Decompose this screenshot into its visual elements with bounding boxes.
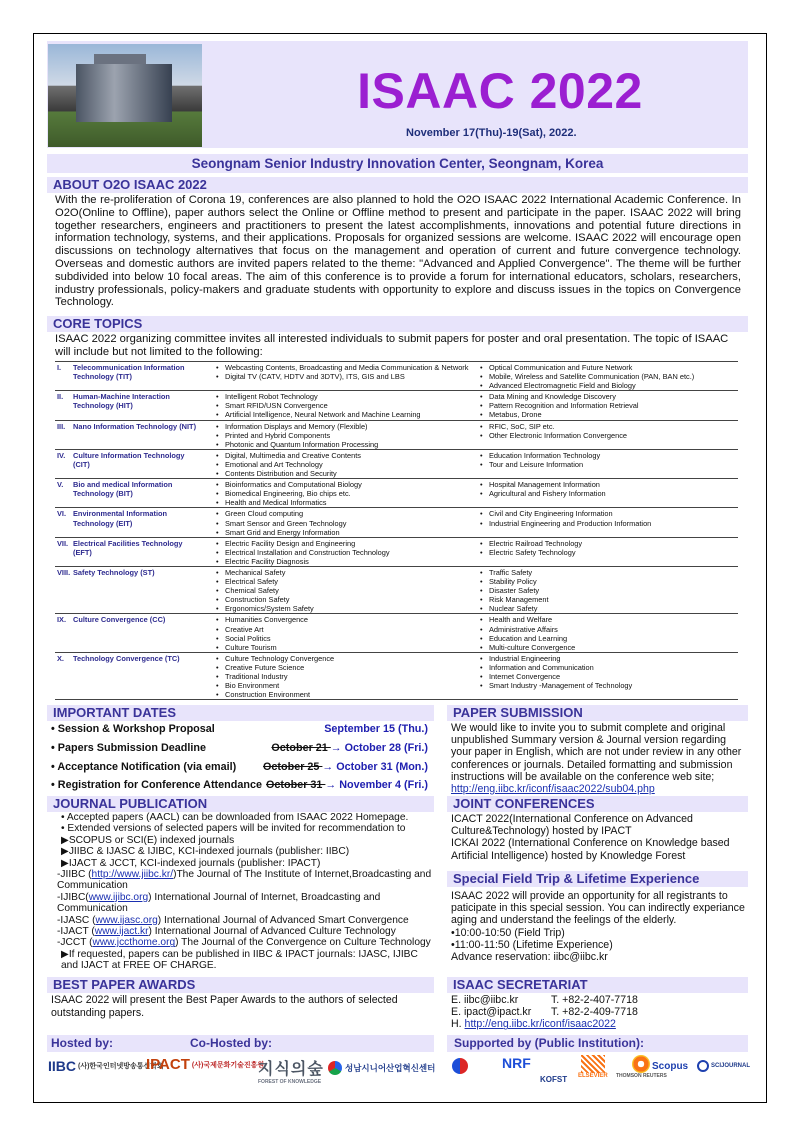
- elsevier-logo: ELSEVIER: [578, 1055, 608, 1079]
- topic-subtopics: [475, 449, 738, 478]
- hosted-by-label: Hosted by:: [51, 1036, 114, 1050]
- subtopic-item: • Traditional Industry: [213, 672, 473, 681]
- conference-title: ISAAC 2022: [357, 63, 643, 119]
- forest-of-knowledge-logo: 지식의숲 FOREST OF KNOWLEDGE: [258, 1061, 324, 1085]
- subtopic-item: • Information and Communication: [477, 663, 736, 672]
- journal-ijibc: -IJIBC(www.ijibc.org) International Journal of Internet, Broadcasting and Communication: [57, 891, 381, 915]
- date-value: [271, 742, 428, 754]
- topic-subtopics: [211, 566, 475, 613]
- subtopic-item: • Health and Welfare: [477, 615, 736, 624]
- scijournal-logo: SCIJOURNAL: [697, 1060, 750, 1072]
- ministry-logo: [452, 1058, 468, 1074]
- old-date: October 21: [271, 742, 331, 754]
- paper-submission-text: We would like to invite you to submit complete and original unpublished Summary version & Journal version regarding your paper in English, which are not under review in any other conferences or journals. Detailed formatting and submission instructions will be available on the conference web site; http://eng.iibc.kr/iconf/isaac2022/sub04.php: [451, 722, 742, 796]
- topic-name: Bio and medical Information Technology (BIT): [73, 480, 173, 499]
- new-date: November 4 (Fri.): [339, 779, 428, 791]
- topic-category: [55, 614, 211, 652]
- seongnam-emblem-icon: [328, 1061, 342, 1075]
- topic-category: [55, 449, 211, 478]
- topic-subtopics: [211, 479, 475, 508]
- thomson-reuters-logo: THOMSON REUTERS: [616, 1055, 667, 1079]
- conference-venue: Seongnam Senior Industry Innovation Center, Seongnam, Korea: [47, 154, 748, 173]
- topic-subtopics: [211, 391, 475, 420]
- subtopic-item: • Ergonomics/System Safety: [213, 604, 473, 613]
- jcct-link[interactable]: www.jccthome.org: [92, 937, 176, 949]
- journal-line: • Accepted papers (AACL) can be downloaded from ISAAC 2022 Homepage.: [61, 812, 409, 823]
- secretariat-email-iibc[interactable]: E. iibc@iibc.kr: [451, 994, 519, 1006]
- subtopic-item: • Electric Railroad Technology: [477, 539, 736, 548]
- subtopic-item: • Social Politics: [213, 634, 473, 643]
- scopus-logo: Scopus: [652, 1061, 689, 1072]
- subtopic-item: • Photonic and Quantum Information Processing: [213, 440, 473, 449]
- submission-link[interactable]: http://eng.iibc.kr/iconf/isaac2022/sub04.php: [451, 783, 655, 796]
- journal-line: ▶SCOPUS or SCI(E) indexed journals: [61, 834, 235, 846]
- paper-submission-heading: PAPER SUBMISSION: [447, 705, 748, 721]
- subtopic-item: • Digital TV (CATV, HDTV and 3DTV), ITS, GIS and LBS: [213, 372, 473, 381]
- date-value: [263, 761, 428, 773]
- topic-row: [55, 362, 738, 391]
- subtopic-item: • Humanities Convergence: [213, 615, 473, 624]
- journal-line: ▶IJACT & JCCT, KCI-indexed journals (publisher: IPACT): [61, 857, 321, 869]
- subtopic-item: • Civil and City Engineering Information: [477, 509, 736, 518]
- topic-name: Safety Technology (ST): [73, 567, 155, 577]
- topic-row: [55, 537, 738, 566]
- topic-subtopics: [475, 566, 738, 613]
- subtopic-item: • Internet Convergence: [477, 672, 736, 681]
- subtopic-item: • Administrative Affairs: [477, 625, 736, 634]
- topic-number: X.: [57, 653, 64, 663]
- subtopic-item: • Culture Tourism: [213, 643, 473, 652]
- core-topics-intro: ISAAC 2022 organizing committee invites all interested individuals to submit papers for poster and oral presentation. The topic of ISAAC will include but not limited to the following:: [55, 333, 729, 358]
- subtopic-item: • Webcasting Contents, Broadcasting and Media Communication & Network: [213, 363, 473, 372]
- topic-number: VII.: [57, 538, 69, 548]
- topic-subtopics: [211, 449, 475, 478]
- topic-number: III.: [57, 421, 66, 431]
- topic-row: [55, 566, 738, 613]
- subtopic-item: • Mobile, Wireless and Satellite Communication (PAN, BAN etc.): [477, 372, 736, 381]
- journal-line: ▶If requested, papers can be published in IIBC & IPACT journals: IJASC, IJIBC and IJACT at FREE OF CHARGE.: [61, 948, 418, 972]
- field-trip-heading: Special Field Trip & Lifetime Experience: [447, 871, 748, 887]
- old-date: October 31: [266, 779, 326, 791]
- secretariat-phone-iibc: T. +82-2-407-7718: [551, 994, 638, 1006]
- topic-row: [55, 652, 738, 699]
- subtopic-item: • Digital, Multimedia and Creative Contents: [213, 451, 473, 460]
- journal-jcct: -JCCT (www.jccthome.org) The Journal of the Convergence on Culture Technology: [57, 937, 431, 949]
- topic-subtopics: [475, 420, 738, 449]
- subtopic-item: • Bio Environment: [213, 681, 473, 690]
- topic-subtopics: [211, 420, 475, 449]
- topic-category: [55, 537, 211, 566]
- topic-subtopics: [211, 614, 475, 652]
- topic-number: II.: [57, 392, 64, 402]
- subtopic-item: • Industrial Engineering: [477, 654, 736, 663]
- subtopic-item: • Culture Technology Convergence: [213, 654, 473, 663]
- topic-subtopics: [211, 362, 475, 391]
- joint-conferences-text: ICACT 2022(International Conference on Advanced Culture&Technology) hosted by IPACT ICKAI 2022 (International Conference on Knowledge based Artificial Intelligence) hosted by Knowledge Forest: [451, 813, 730, 862]
- subtopic-item: • Metabus, Drone: [477, 410, 736, 419]
- subtopic-item: • Creative Future Science: [213, 663, 473, 672]
- topic-row: [55, 479, 738, 508]
- topic-category: [55, 652, 211, 699]
- subtopic-item: • Data Mining and Knowledge Discovery: [477, 392, 736, 401]
- subtopic-item: • Electrical Safety: [213, 577, 473, 586]
- secretariat-contacts: E. iibc@iibc.kr T. +82-2-407-7718 E. ipact@ipact.kr T. +82-2-409-7718 H. http://eng.iibc.kr/iconf/isaac2022: [451, 994, 638, 1031]
- date-label: • Registration for Conference Attendance: [51, 779, 262, 791]
- topic-name: Telecommunication Information Technology (TIT): [73, 363, 185, 382]
- elsevier-tree-icon: [581, 1055, 605, 1073]
- supported-by-label: Supported by (Public Institution):: [454, 1036, 644, 1050]
- subtopic-item: • Risk Management: [477, 595, 736, 604]
- subtopic-item: • Disaster Safety: [477, 586, 736, 595]
- topic-row: [55, 508, 738, 537]
- topic-category: [55, 362, 211, 391]
- subtopic-item: • Other Electronic Information Convergence: [477, 431, 736, 440]
- subtopic-item: • Bioinformatics and Computational Biology: [213, 480, 473, 489]
- topic-number: I.: [57, 363, 62, 372]
- topic-subtopics: [211, 508, 475, 537]
- journal-ijasc: -IJASC (www.ijasc.org) International Journal of Advanced Smart Convergence: [57, 914, 409, 926]
- kofst-logo: KOFST: [540, 1075, 568, 1084]
- subtopic-item: • Electrical Installation and Construction Technology: [213, 548, 473, 557]
- topic-row: [55, 449, 738, 478]
- conference-dates: November 17(Thu)-19(Sat), 2022.: [406, 127, 577, 139]
- secretariat-homepage-link[interactable]: http://eng.iibc.kr/iconf/isaac2022: [464, 1018, 616, 1031]
- subtopic-item: • Multi-culture Convergence: [477, 643, 736, 652]
- thomson-reuters-icon: [632, 1055, 650, 1073]
- topic-category: [55, 479, 211, 508]
- seongnam-senior-center-logo: 성남시니어산업혁신센터: [328, 1061, 435, 1075]
- topic-subtopics: [475, 508, 738, 537]
- topic-category: [55, 420, 211, 449]
- arrow-icon: →: [325, 779, 337, 791]
- topic-subtopics: [211, 652, 475, 699]
- ipact-logo: IPACT (사)국제문화기술진흥원: [146, 1056, 265, 1073]
- topic-row: [55, 420, 738, 449]
- subtopic-item: • Emotional and Art Technology: [213, 460, 473, 469]
- subtopic-item: • Pattern Recognition and Information Retrieval: [477, 401, 736, 410]
- new-date: September 15 (Thu.): [324, 723, 428, 735]
- subtopic-item: • Smart Sensor and Green Technology: [213, 519, 473, 528]
- secretariat-email-ipact[interactable]: E. ipact@ipact.kr: [451, 1006, 532, 1019]
- iibc-logo: IIBC (사)한국인터넷방송통신학회: [48, 1058, 164, 1074]
- date-value: [324, 723, 428, 735]
- subtopic-item: • RFIC, SoC, SIP etc.: [477, 422, 736, 431]
- date-label: • Session & Workshop Proposal: [51, 723, 215, 735]
- subtopic-item: • Contents Distribution and Security: [213, 469, 473, 478]
- venue-photo: [48, 44, 202, 147]
- subtopic-item: • Mechanical Safety: [213, 568, 473, 577]
- subtopic-item: • Electric Safety Technology: [477, 548, 736, 557]
- subtopic-item: • Electric Facility Design and Engineering: [213, 539, 473, 548]
- core-topics-heading: CORE TOPICS: [47, 316, 748, 332]
- topic-subtopics: [211, 537, 475, 566]
- topic-subtopics: [475, 614, 738, 652]
- topic-name: Culture Convergence (CC): [73, 615, 166, 625]
- topic-subtopics: [475, 479, 738, 508]
- topic-name: Nano Information Technology (NIT): [73, 421, 197, 431]
- nrf-logo: NRF: [502, 1055, 531, 1071]
- ijact-link[interactable]: www.ijact.kr: [94, 926, 149, 938]
- journal-text: [57, 812, 437, 972]
- arrow-icon: →: [330, 742, 342, 754]
- subtopic-item: • Nuclear Safety: [477, 604, 736, 613]
- subtopic-item: • Stability Policy: [477, 577, 736, 586]
- subtopic-item: • Tour and Leisure Information: [477, 460, 736, 469]
- topic-subtopics: [475, 391, 738, 420]
- topic-category: [55, 566, 211, 613]
- about-text: With the re-proliferation of Corona 19, conferences are also planned to hold the O2O ISAAC 2022 International Academic Conference. In O2O(Online to Offline), paper authors select the Online or Offline method to present and participate in the paper. ISAAC 2022 will bring together researchers, engineers and practitioners to present the latest accomplishments, innovations and potential future directions in information technology, systems, and their applications. Proposals for organized sessions are welcome. ISAAC 2022 will encourage open discussions on technology alternatives that focus on the management and operation of current and future convergence technology. Overseas and domestic authors are invited papers related to the theme: "Advanced and Applied Convergence". The theme will be further subdivided into below 10 focal areas. The aim of this conference is to provide a forum for international educators, scholars, researchers, industry professionals, policy-makers and graduate students with opportunity to explore and discuss issues in the topics on Convergence Technology.: [55, 194, 741, 309]
- topic-subtopics: [475, 652, 738, 699]
- secretariat-heading: ISAAC SECRETARIAT: [447, 977, 748, 993]
- new-date: October 28 (Fri.): [344, 742, 428, 754]
- best-paper-heading: BEST PAPER AWARDS: [47, 977, 434, 993]
- topic-name: Electrical Facilities Technology (EFT): [73, 538, 183, 557]
- subtopic-item: • Smart RFID/USN Convergence: [213, 401, 473, 410]
- subtopic-item: • Electric Facility Diagnosis: [213, 557, 473, 566]
- subtopic-item: • Agricultural and Fishery Information: [477, 489, 736, 498]
- new-date: October 31 (Mon.): [336, 761, 428, 773]
- topic-category: [55, 391, 211, 420]
- subtopic-item: • Information Displays and Memory (Flexible): [213, 422, 473, 431]
- topic-subtopics: [475, 362, 738, 391]
- subtopic-item: • Creative Art: [213, 625, 473, 634]
- subtopic-item: • Advanced Electromagnetic Field and Biology: [477, 381, 736, 390]
- subtopic-item: • Chemical Safety: [213, 586, 473, 595]
- topic-number: VI.: [57, 509, 67, 519]
- subtopic-item: • Education Information Technology: [477, 451, 736, 460]
- topic-name: Technology Convergence (TC): [73, 653, 180, 663]
- subtopic-item: • Smart Industry -Management of Technology: [477, 681, 736, 690]
- topic-subtopics: [475, 537, 738, 566]
- ijibc-link[interactable]: www.ijibc.org: [88, 891, 149, 903]
- cohosted-by-label: Co-Hosted by:: [190, 1036, 272, 1050]
- secretariat-phone-ipact: T. +82-2-409-7718: [551, 1006, 638, 1019]
- journal-line: • Extended versions of selected papers will be invited for recommendation to: [61, 823, 406, 835]
- subtopic-item: • Smart Grid and Energy Information: [213, 528, 473, 537]
- subtopic-item: • Construction Environment: [213, 690, 473, 699]
- journal-line: ▶JIIBC & IJASC & IJIBC, KCI-indexed journals (publisher: IIBC): [61, 846, 350, 858]
- topic-name: Human-Machine Interaction Technology (HIT): [73, 392, 170, 411]
- arrow-icon: →: [322, 761, 334, 773]
- old-date: October 25: [263, 761, 323, 773]
- best-paper-text: ISAAC 2022 will present the Best Paper Awards to the authors of selected outstanding papers.: [51, 994, 398, 1019]
- journal-ijact: -IJACT (www.ijact.kr) International Journal of Advanced Culture Technology: [57, 926, 396, 938]
- topic-number: V.: [57, 480, 64, 490]
- subtopic-item: • Traffic Safety: [477, 568, 736, 577]
- topic-name: Environmental Information Technology (EIT): [73, 509, 168, 528]
- scijournal-icon: [697, 1060, 709, 1072]
- subtopic-item: • Health and Medical Informatics: [213, 498, 473, 507]
- subtopic-item: • Optical Communication and Future Network: [477, 363, 736, 372]
- subtopic-item: • Education and Learning: [477, 634, 736, 643]
- topic-category: [55, 508, 211, 537]
- topics-table: [55, 361, 738, 700]
- subtopic-item: • Printed and Hybrid Components: [213, 431, 473, 440]
- joint-conferences-heading: JOINT CONFERENCES: [447, 796, 748, 812]
- journal-heading: JOURNAL PUBLICATION: [47, 796, 434, 812]
- topic-row: [55, 614, 738, 652]
- topic-number: IX.: [57, 615, 67, 625]
- jiibc-link[interactable]: http://www.jiibc.kr/: [91, 869, 174, 881]
- field-trip-text: ISAAC 2022 will provide an opportunity for all registrants to paticipate in this special session. You can indirectly experiance aging and understand the feelings of the elderly. •10:00-10:50 (Field Trip) •11:00-11:50 (Lifetime Experience) Advance reservation: iibc@iibc.kr: [451, 890, 745, 964]
- topic-number: IV.: [57, 450, 66, 460]
- subtopic-item: • Industrial Engineering and Production Information: [477, 519, 736, 528]
- subtopic-item: • Construction Safety: [213, 595, 473, 604]
- topic-name: Culture Information Technology (CIT): [73, 450, 185, 469]
- date-label: • Papers Submission Deadline: [51, 742, 206, 754]
- subtopic-item: • Green Cloud computing: [213, 509, 473, 518]
- date-label: • Acceptance Notification (via email): [51, 761, 237, 773]
- date-value: [266, 779, 428, 791]
- subtopic-item: • Hospital Management Information: [477, 480, 736, 489]
- taegeuk-icon: [452, 1058, 468, 1074]
- important-dates-heading: IMPORTANT DATES: [47, 705, 434, 721]
- ijasc-link[interactable]: www.ijasc.org: [95, 914, 158, 926]
- subtopic-item: • Intelligent Robot Technology: [213, 392, 473, 401]
- subtopic-item: • Biomedical Engineering, Bio chips etc.: [213, 489, 473, 498]
- topic-number: VIII.: [57, 567, 71, 577]
- topic-row: [55, 391, 738, 420]
- about-heading: ABOUT O2O ISAAC 2022: [47, 177, 748, 193]
- subtopic-item: • Artificial Intelligence, Neural Network and Machine Learning: [213, 410, 473, 419]
- journal-jiibc: -JIIBC (http://www.jiibc.kr/)The Journal of The Institute of Internet,Broadcasting and Communication: [57, 869, 432, 892]
